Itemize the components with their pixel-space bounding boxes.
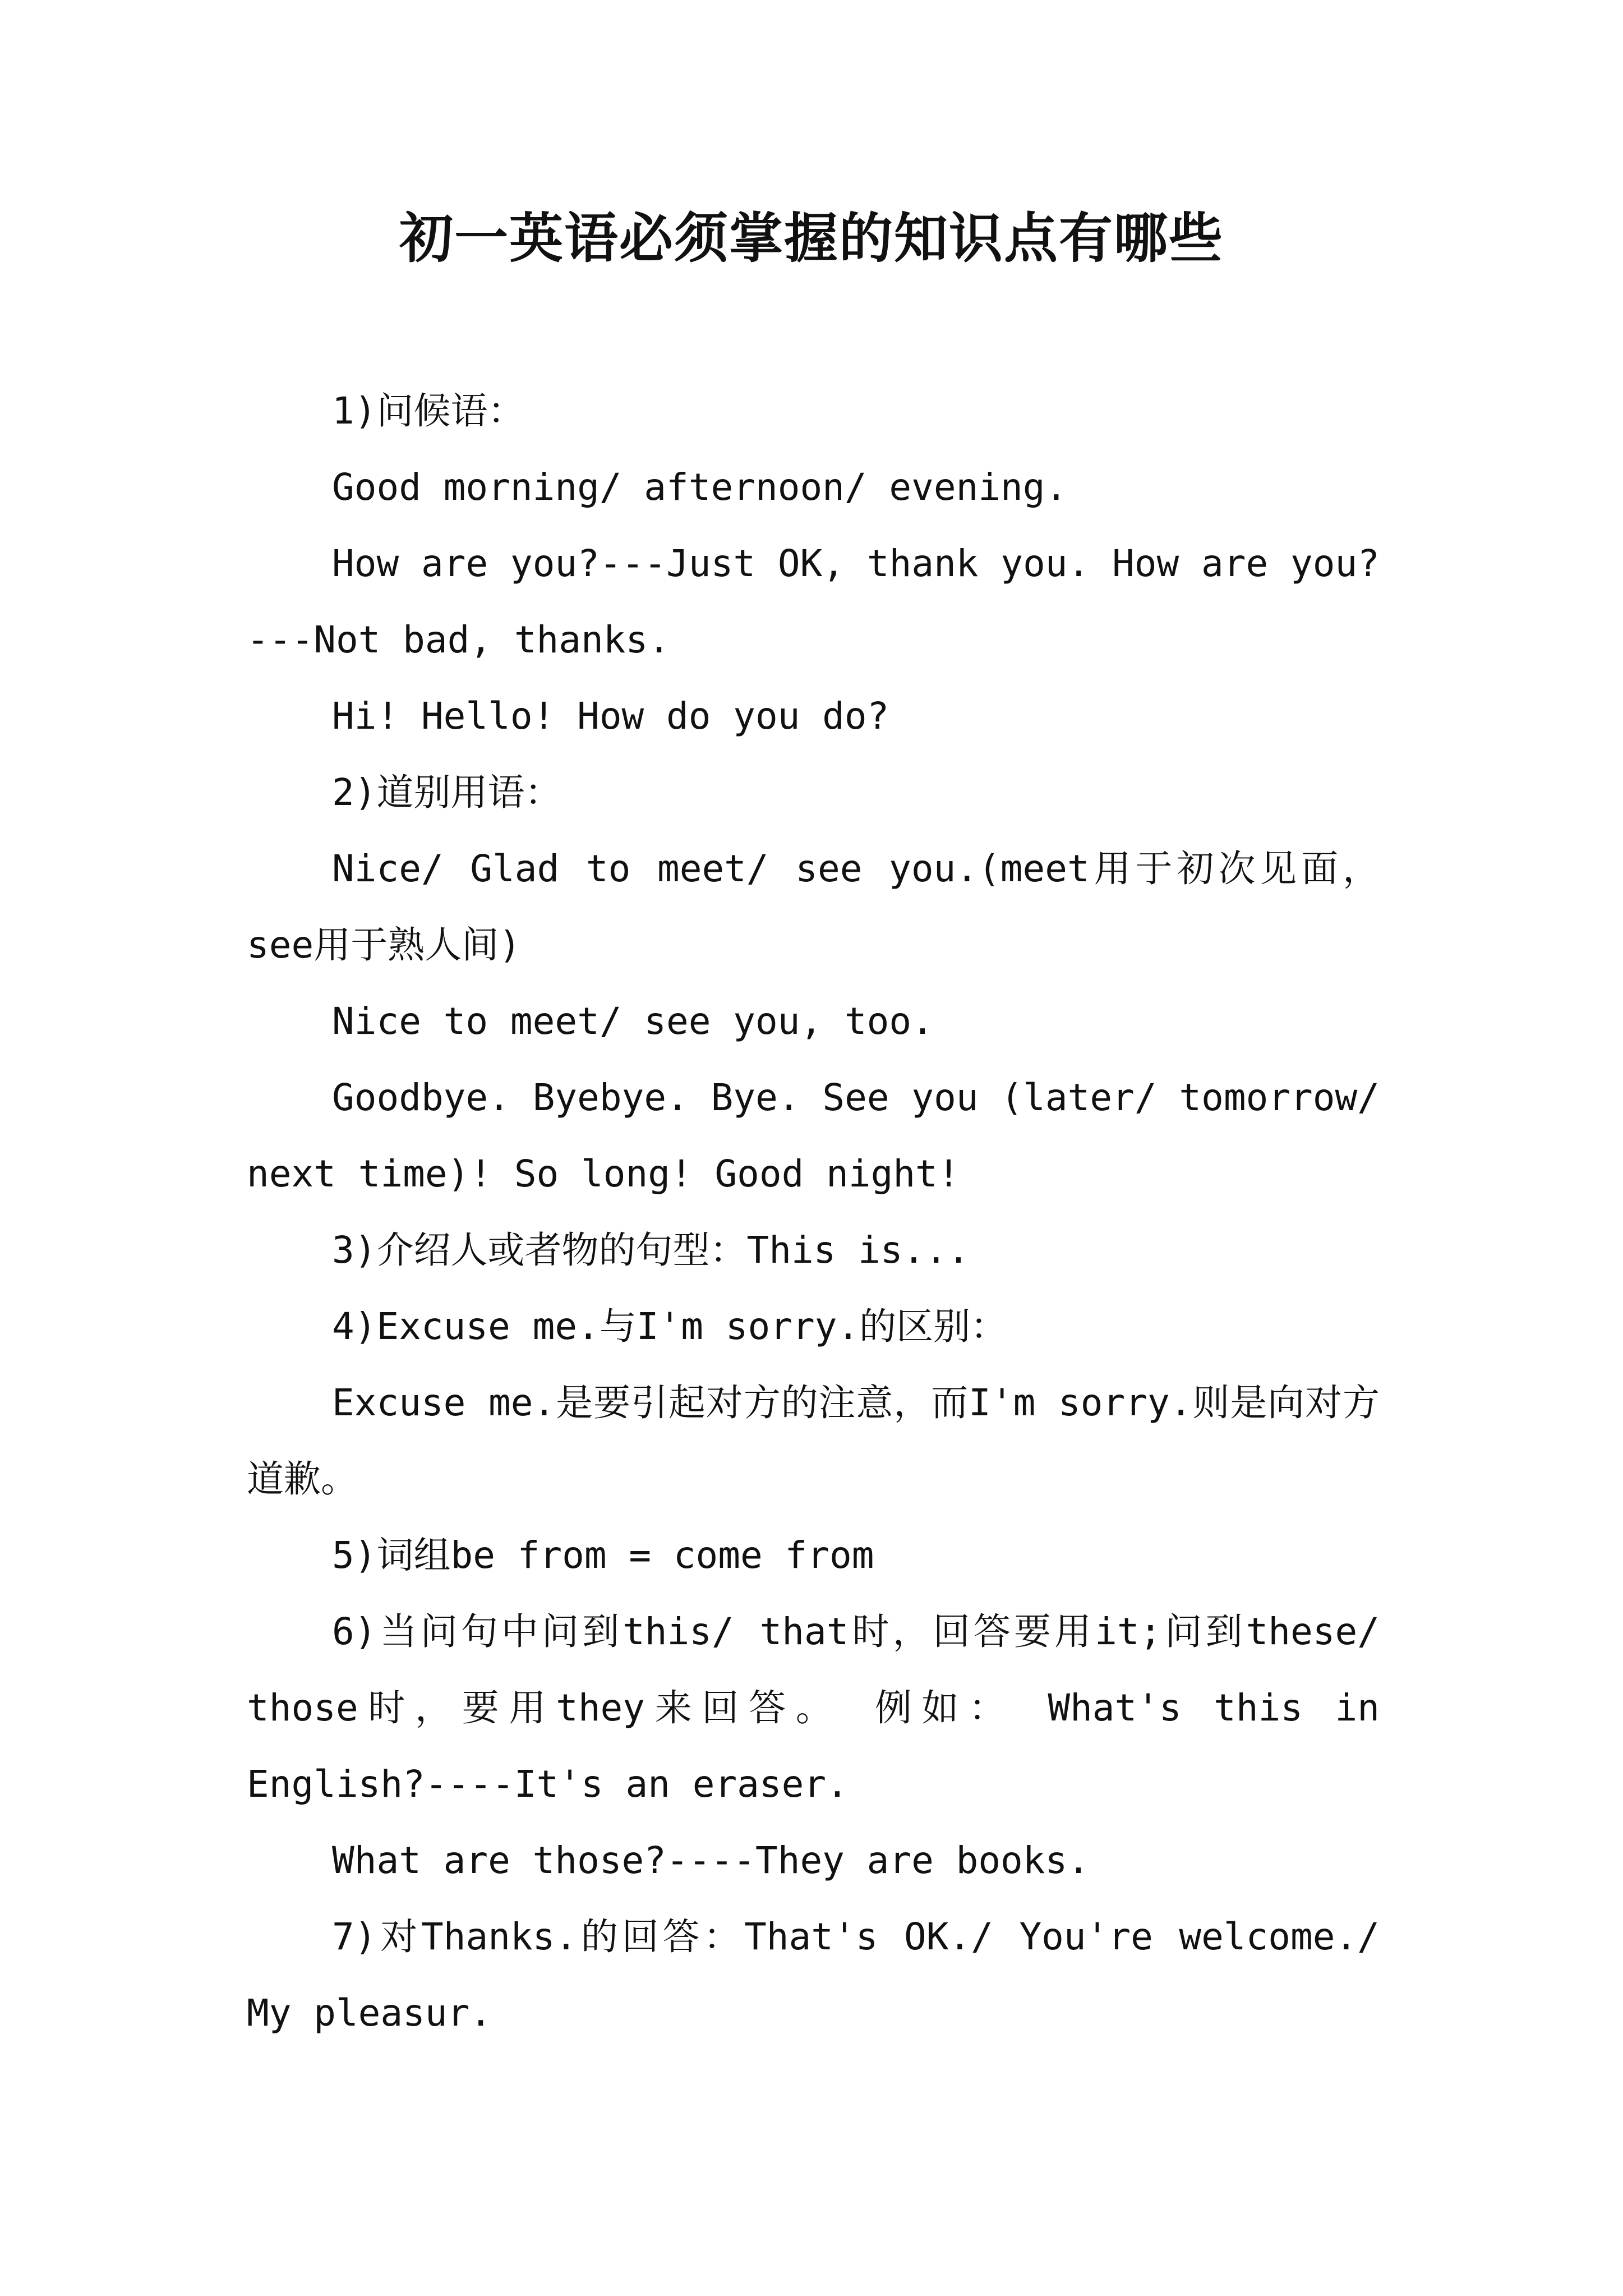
page-title: 初一英语必须掌握的知识点有哪些 [399,206,1224,270]
paragraph-this-that-answer: 6)当问句中问到this/ that时，回答要用it;问到these/ those时，要用they来回答。 例如： What's this in English?----It's an eraser. [247,1610,1380,1806]
paragraph-hi-hello: Hi! Hello! How do you do? [332,694,889,738]
paragraph-nice-to-meet: Nice/ Glad to meet/ see you.(meet用于初次见面，see用于熟人间) [247,847,1380,967]
paragraph-introduction-pattern: 3)介绍人或者物的句型：This is... [332,1228,970,1272]
paragraph-goodbye: Goodbye. Byebye. Bye. See you (later/ tomorrow/ next time)! So long! Good night! [247,1076,1380,1195]
paragraph-nice-to-meet-too: Nice to meet/ see you, too. [332,1000,934,1043]
paragraph-farewell-heading: 2)道别用语： [332,771,562,814]
paragraph-be-from: 5)词组be from = come from [332,1534,874,1577]
paragraph-greetings-time-of-day: Good morning/ afternoon/ evening. [332,466,1068,509]
paragraph-thanks-reply: 7)对Thanks.的回答：That's OK./ You're welcome./ My pleasur. [247,1915,1380,2035]
paragraph-how-are-you: How are you?---Just OK, thank you. How are you?---Not bad, thanks. [247,542,1380,661]
paragraph-what-are-those: What are those?----They are books. [332,1839,1090,1882]
paragraph-greetings-heading: 1)问候语： [332,389,525,432]
paragraph-excuse-me-heading: 4)Excuse me.与I'm sorry.的区别： [332,1305,1008,1348]
paragraph-excuse-me-explanation: Excuse me.是要引起对方的注意，而I'm sorry.则是向对方道歉。 [247,1381,1380,1501]
document-body [247,373,1380,2051]
